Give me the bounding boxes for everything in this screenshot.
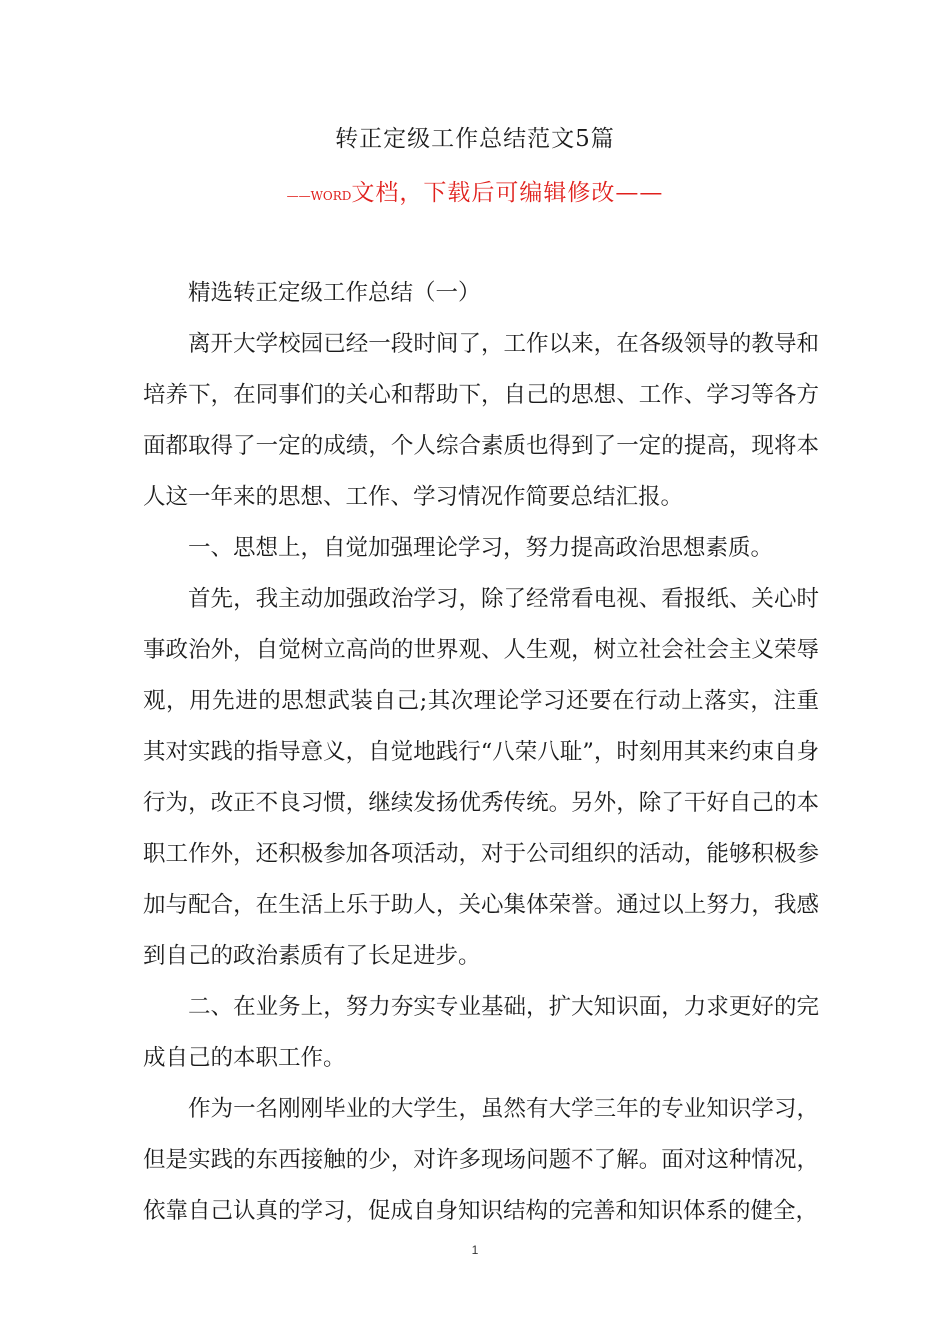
section-heading-business: 二、在业务上，努力夯实专业基础，扩大知识面，力求更好的完成自己的本职工作。 — [143, 994, 819, 1071]
paragraph-intro: 离开大学校园已经一段时间了，工作以来，在各级领导的教导和培养下，在同事们的关心和帮助下，自己的思想、工作、学习等各方面都取得了一定的成绩，个人综合素质也得到了一定的提高，现将本人这一年来的思想、工作、学习情况作简要总结汇报。 — [143, 331, 819, 510]
subtitle-text: 文档，下载后可编辑修改—— — [351, 180, 664, 206]
document-subtitle — [0, 174, 950, 207]
document-body — [143, 268, 819, 1237]
document-title: 转正定级工作总结范文5篇 — [335, 126, 615, 152]
section-heading-1: 精选转正定级工作总结（一） — [188, 280, 481, 306]
paragraph-business: 作为一名刚刚毕业的大学生，虽然有大学三年的专业知识学习，但是实践的东西接触的少，对许多现场问题不了解。面对这种情况，依靠自己认真的学习，促成自身知识结构的完善和知识体系的健全， — [143, 1096, 819, 1224]
paragraph-thought: 首先，我主动加强政治学习，除了经常看电视、看报纸、关心时事政治外，自觉树立高尚的世界观、人生观，树立社会社会主义荣辱观，用先进的思想武装自己;其次理论学习还要在行动上落实，注重其对实践的指导意义，自觉地践行“八荣八耻”，时刻用其来约束自身行为，改正不良习惯，继续发扬优秀传统。另外，除了干好自己的本职工作外，还积极参加各项活动，对于公司组织的活动，能够积极参加与配合，在生活上乐于助人，关心集体荣誉。通过以上努力，我感到自己的政治素质有了长足进步。 — [143, 586, 819, 969]
page-number: 1 — [471, 1243, 479, 1257]
subtitle-prefix: ——WORD — [286, 189, 352, 203]
section-heading-thought: 一、思想上，自觉加强理论学习，努力提高政治思想素质。 — [188, 535, 774, 561]
